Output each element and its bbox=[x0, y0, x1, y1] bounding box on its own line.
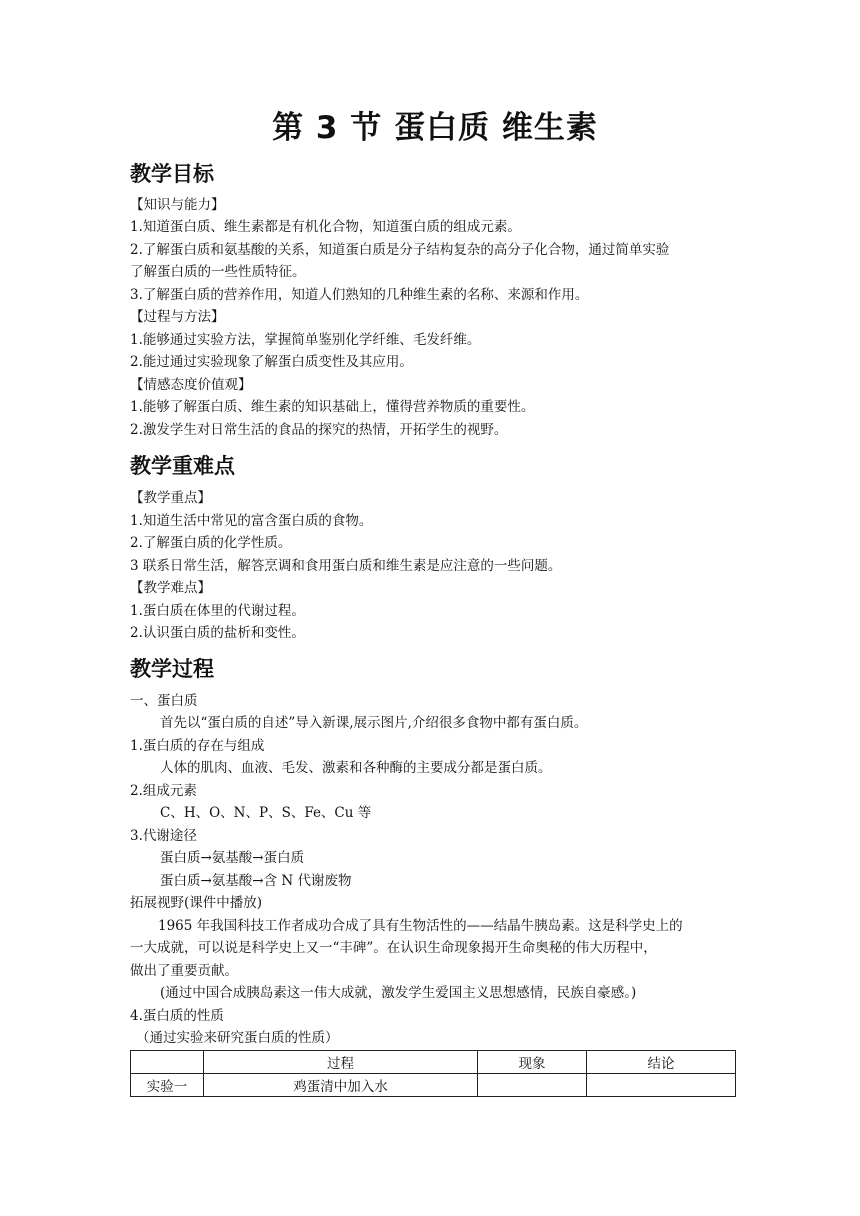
process-item-1: 1.蛋白质的存在与组成 bbox=[130, 738, 265, 754]
extension-heading: 拓展视野(课件中播放) bbox=[130, 895, 263, 911]
difficulty-2: 2.认识蛋白质的盐析和变性。 bbox=[130, 625, 305, 641]
page-title: 第 3 节 蛋白质 维生素 bbox=[272, 110, 598, 146]
knowledge-heading: 【知识与能力】 bbox=[130, 197, 225, 213]
process-item-4-text: （通过实验来研究蛋白质的性质） bbox=[136, 1030, 339, 1046]
table-header-cell bbox=[131, 1051, 204, 1074]
goal-knowledge-1: 1.知道蛋白质、维生素都是有机化合物，知道蛋白质的组成元素。 bbox=[130, 219, 521, 235]
table-cell: 实验一 bbox=[131, 1074, 204, 1097]
table-cell: 鸡蛋清中加入水 bbox=[204, 1074, 478, 1097]
experiment-table bbox=[130, 1050, 736, 1097]
process-item-3: 3.代谢途径 bbox=[130, 828, 197, 844]
process-item-3-path-b: 蛋白质→氨基酸→含 N 代谢废物 bbox=[160, 873, 352, 889]
process-item-4: 4.蛋白质的性质 bbox=[130, 1008, 224, 1024]
method-heading: 【过程与方法】 bbox=[130, 309, 225, 325]
extension-text-1: 1965 年我国科技工作者成功合成了具有生物活性的——结晶牛胰岛素。这是科学史上的 bbox=[158, 918, 683, 934]
key-point-3: 3 联系日常生活，解答烹调和食用蛋白质和维生素是应注意的一些问题。 bbox=[130, 558, 562, 574]
goal-knowledge-2a: 2.了解蛋白质和氨基酸的关系，知道蛋白质是分子结构复杂的高分子化合物，通过简单实验 bbox=[130, 242, 670, 258]
key-point-1: 1.知道生活中常见的富含蛋白质的食物。 bbox=[130, 513, 373, 529]
process-item-2: 2.组成元素 bbox=[130, 783, 197, 799]
goal-knowledge-3: 3.了解蛋白质的营养作用，知道人们熟知的几种维生素的名称、来源和作用。 bbox=[130, 287, 589, 303]
emotion-heading: 【情感态度价值观】 bbox=[130, 377, 252, 393]
extension-text-3: 做出了重要贡献。 bbox=[130, 963, 238, 979]
goal-emotion-1: 1.能够了解蛋白质、维生素的知识基础上，懂得营养物质的重要性。 bbox=[130, 399, 535, 415]
section-heading-process: 教学过程 bbox=[130, 657, 214, 681]
process-intro-text: 首先以“蛋白质的自述”导入新课,展示图片,介绍很多食物中都有蛋白质。 bbox=[160, 715, 588, 731]
process-item-2-text: C、H、O、N、P、S、Fe、Cu 等 bbox=[160, 805, 372, 821]
table-header-cell: 过程 bbox=[204, 1051, 478, 1074]
table-header-cell: 现象 bbox=[478, 1051, 587, 1074]
process-section-1: 一、蛋白质 bbox=[130, 693, 198, 709]
table-header-cell: 结论 bbox=[587, 1051, 736, 1074]
goal-method-1: 1.能够通过实验方法，掌握简单鉴别化学纤维、毛发纤维。 bbox=[130, 332, 481, 348]
extension-text-2: 一大成就，可以说是科学史上又一“丰碑”。在认识生命现象揭开生命奥秘的伟大历程中， bbox=[130, 940, 657, 956]
goal-knowledge-2b: 了解蛋白质的一些性质特征。 bbox=[130, 264, 306, 280]
process-item-1-text: 人体的肌肉、血液、毛发、激素和各种酶的主要成分都是蛋白质。 bbox=[160, 760, 552, 776]
extension-text-4: (通过中国合成胰岛素这一伟大成就，激发学生爱国主义思想感情，民族自豪感。) bbox=[160, 985, 637, 1001]
difficulty-heading: 【教学难点】 bbox=[130, 580, 211, 596]
section-heading-keypoints: 教学重难点 bbox=[130, 454, 235, 478]
key-point-2: 2.了解蛋白质的化学性质。 bbox=[130, 535, 292, 551]
key-heading: 【教学重点】 bbox=[130, 490, 211, 506]
goal-emotion-2: 2.激发学生对日常生活的食品的探究的热情，开拓学生的视野。 bbox=[130, 422, 508, 438]
process-item-3-path-a: 蛋白质→氨基酸→蛋白质 bbox=[160, 850, 305, 866]
section-heading-goals: 教学目标 bbox=[130, 162, 214, 186]
difficulty-1: 1.蛋白质在体里的代谢过程。 bbox=[130, 603, 305, 619]
table-row bbox=[131, 1074, 736, 1097]
goal-method-2: 2.能过通过实验现象了解蛋白质变性及其应用。 bbox=[130, 354, 413, 370]
table-header-row bbox=[131, 1051, 736, 1074]
table-cell bbox=[478, 1074, 587, 1097]
table-cell bbox=[587, 1074, 736, 1097]
